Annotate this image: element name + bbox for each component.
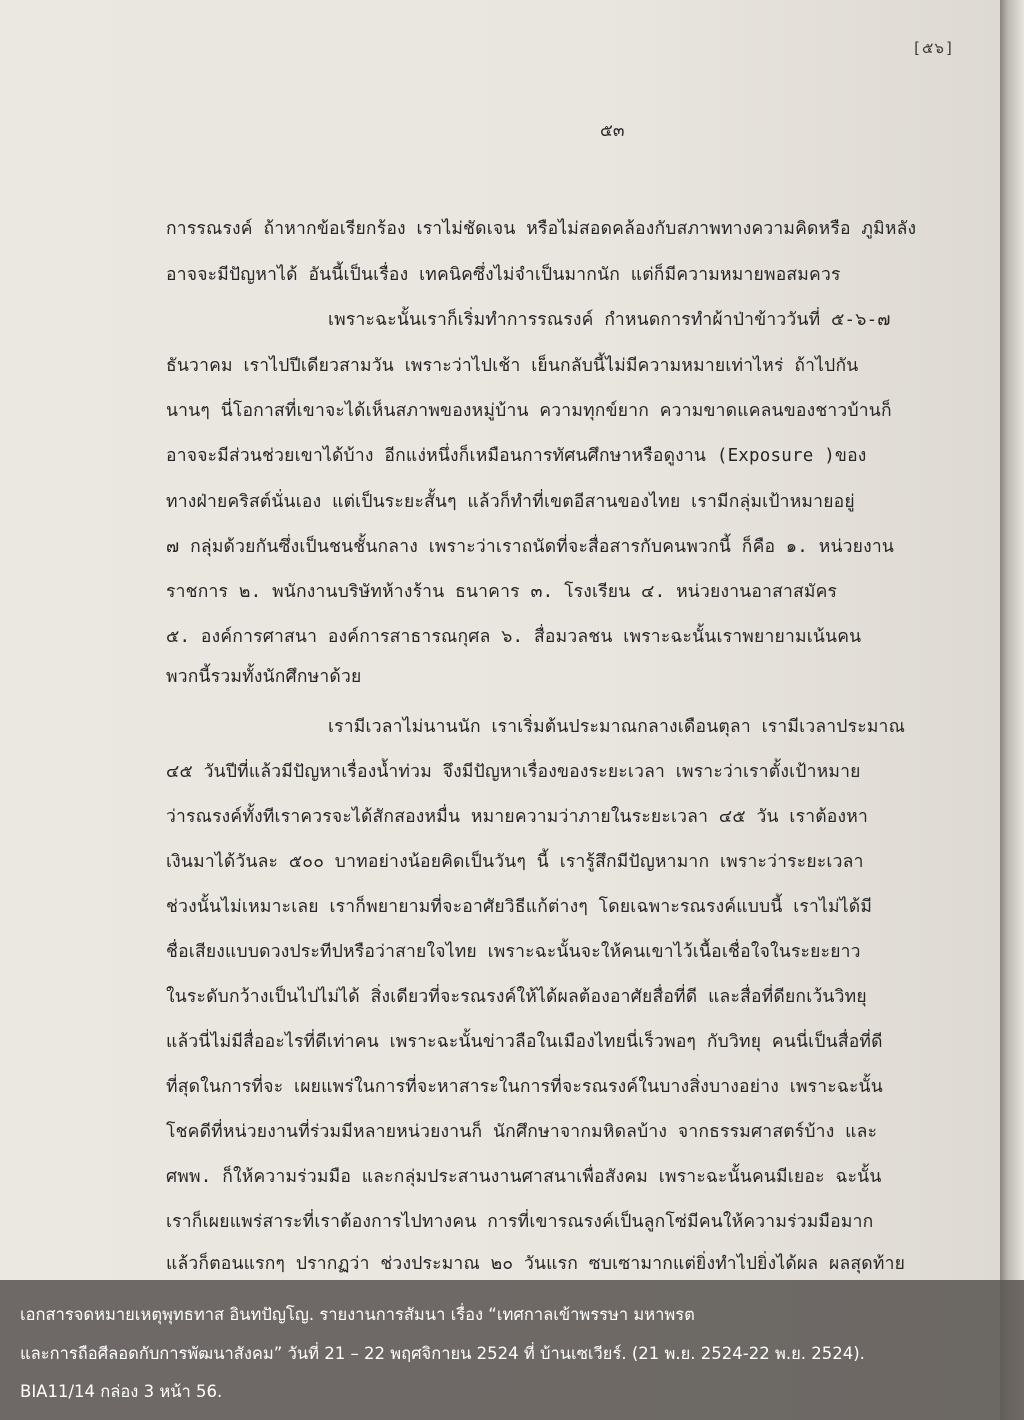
body-line: เราก็เผยแพร่สาระที่เราต้องการไปทางคน การที่เขารณรงค์เป็นลูกโซ่มีคนให้ความร่วมมือมาก — [166, 1212, 874, 1232]
body-line: การรณรงค์ ถ้าหากข้อเรียกร้อง เราไม่ชัดเจน หรือไม่สอดคล้องกับสภาพทางความคิดหรือ ภูมิหลัง — [166, 219, 917, 239]
body-line: ชื่อเสียงแบบดวงประทีปหรือว่าสายใจไทย เพราะฉะนั้นจะให้คนเขาไว้เนื้อเชื่อใจในระยะยาว — [166, 942, 861, 962]
body-line: ๕. องค์การศาสนา องค์การสาธารณกุศล ๖. สื่อมวลชน เพราะฉะนั้นเราพยายามเน้นคน — [166, 627, 862, 647]
body-line: โชคดีที่หน่วยงานที่ร่วมมีหลายหน่วยงานก็ นักศึกษาจากมหิดลบ้าง จากธรรมศาสตร์บ้าง และ — [166, 1122, 878, 1142]
body-line: ๗ กลุ่มด้วยกันซึ่งเป็นชนชั้นกลาง เพราะว่าเราถนัดที่จะสื่อสารกับคนพวกนี้ ก็คือ ๑. หน่วยงาน — [166, 537, 895, 557]
book-gutter-shadow — [1000, 0, 1024, 1420]
caption-line-2: และการถือศีลอดกับการพัฒนาสังคม” วันที่ 21 – 22 พฤศจิกายน 2524 ที่ บ้านเซเวียร์. (21 พ.ย. 2524-22 พ.ย. 2524). — [20, 1344, 865, 1363]
body-line: ที่สุดในการที่จะ เผยแพร่ในการที่จะหาสาระในการที่จะรณรงค์ในบางสิ่งบางอย่าง เพราะฉะนั้น — [166, 1077, 883, 1097]
body-line: เงินมาได้วันละ ๕๐๐ บาทอย่างน้อยคิดเป็นวันๆ นี้ เรารู้สึกมีปัญหามาก เพราะว่าระยะเวลา — [166, 852, 864, 872]
body-line: ช่วงนั้นไม่เหมาะเลย เราก็พยายามที่จะอาศัยวิธีแก้ต่างๆ โดยเฉพาะรณรงค์แบบนี้ เราไม่ได้มี — [166, 897, 873, 917]
body-line: ทางฝ่ายคริสต์นั่นเอง แต่เป็นระยะสั้นๆ แล้วก็ทำที่เขตอีสานของไทย เรามีกลุ่มเป้าหมายอยู่ — [166, 492, 855, 512]
body-line: เพราะฉะนั้นเราก็เริ่มทำการรณรงค์ กำหนดการทำผ้าป่าข้าววันที่ ๕-๖-๗ — [328, 310, 891, 330]
body-line: เรามีเวลาไม่นานนัก เราเริ่มต้นประมาณกลางเดือนตุลา เรามีเวลาประมาณ — [328, 717, 906, 737]
body-line: ในระดับกว้างเป็นไปไม่ได้ สิ่งเดียวที่จะรณรงค์ให้ได้ผลต้องอาศัยสื่อที่ดี และสื่อที่ดียกเว้นวิทยุ — [166, 987, 867, 1007]
body-line: ธันวาคม เราไปปีเดียวสามวัน เพราะว่าไปเช้า เย็นกลับนี้ไม่มีความหมายเท่าไหร่ ถ้าไปกัน — [166, 356, 859, 376]
body-line: พวกนี้รวมทั้งนักศึกษาด้วย — [166, 667, 362, 687]
body-line: ๔๕ วันปีที่แล้วมีปัญหาเรื่องน้ำท่วม จึงมีปัญหาเรื่องของระยะเวลา เพราะว่าเราตั้งเป้าหมาย — [166, 762, 861, 782]
archive-caption — [0, 1280, 1024, 1420]
caption-line-3: BIA11/14 กล่อง 3 หน้า 56. — [20, 1382, 223, 1401]
body-line: ศพพ. ก็ให้ความร่วมมือ และกลุ่มประสานงานศาสนาเพื่อสังคม เพราะฉะนั้นคนมีเยอะ ฉะนั้น — [166, 1167, 882, 1187]
caption-line-1: เอกสารจดหมายเหตุพุทธทาส อินทปัญโญ. รายงานการสัมนา เรื่อง “เทศกาลเข้าพรรษา มหาพรต — [20, 1305, 695, 1324]
body-line: ราชการ ๒. พนักงานบริษัทห้างร้าน ธนาคาร ๓. โรงเรียน ๔. หน่วยงานอาสาสมัคร — [166, 582, 838, 602]
page-number: ๕๓ — [600, 121, 625, 141]
body-line: อาจจะมีส่วนช่วยเขาได้บ้าง อีกแง่หนึ่งก็เหมือนการทัศนศึกษาหรือดูงาน (Exposure )ของ — [166, 446, 867, 466]
body-line: ว่ารณรงค์ทั้งทีเราควรจะได้สักสองหมื่น หมายความว่าภายในระยะเวลา ๔๕ วัน เราต้องหา — [166, 807, 869, 827]
body-line: แล้วนี่ไม่มีสื่ออะไรที่ดีเท่าคน เพราะฉะนั้นข่าวลือในเมืองไทยนี่เร็วพอๆ กับวิทยุ คนนี่เป็นสื่อที่ดี — [166, 1032, 883, 1052]
body-line: แล้วก็ตอนแรกๆ ปรากฏว่า ช่วงประมาณ ๒๐ วันแรก ซบเซามากแต่ยิ่งทำไปยิ่งได้ผล ผลสุดท้าย — [166, 1254, 906, 1274]
body-line: อาจจะมีปัญหาได้ อันนี้เป็นเรื่อง เทคนิคซึ่งไม่จำเป็นมากนัก แต่ก็มีความหมายพอสมควร — [166, 265, 841, 285]
archive-mark: [๕๖] — [912, 39, 955, 57]
body-line: นานๆ นี่โอกาสที่เขาจะได้เห็นสภาพของหมู่บ้าน ความทุกข์ยาก ความขาดแคลนของชาวบ้านก็ — [166, 401, 892, 421]
